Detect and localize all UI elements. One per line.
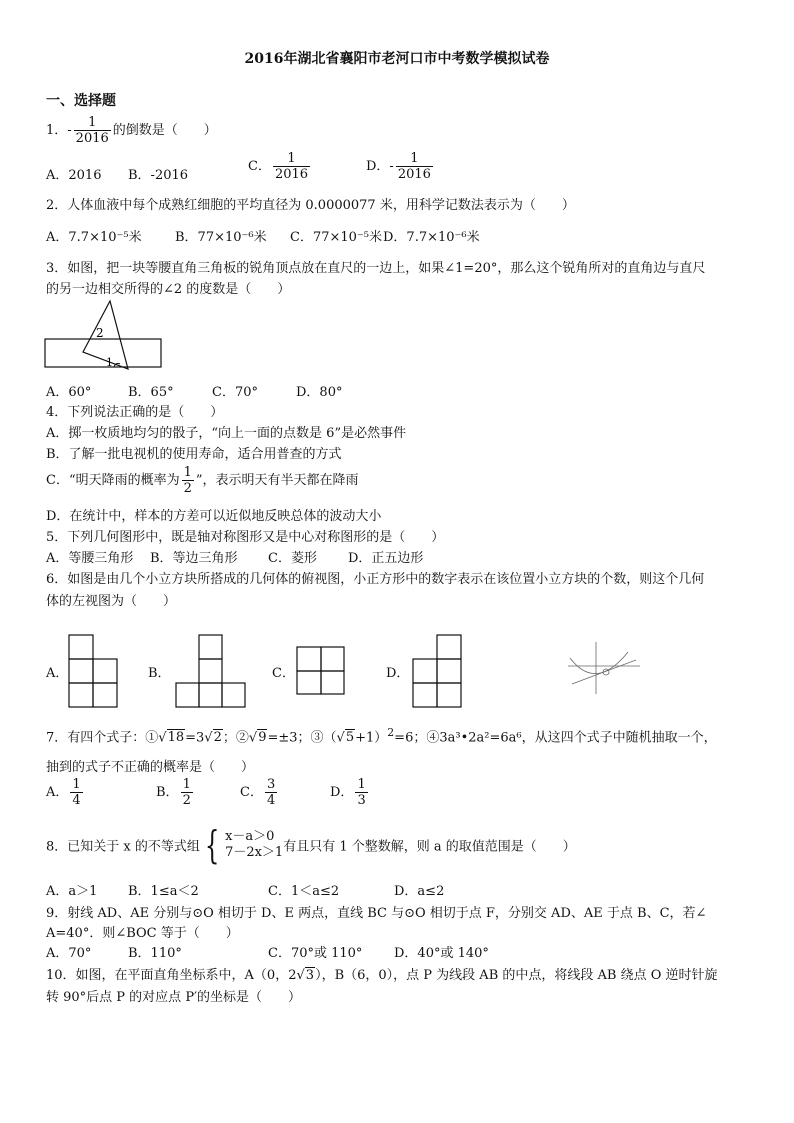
q4-option-b: B．了解一批电视机的使用寿命，适合用普查的方式 (46, 447, 342, 462)
q2-option-a: A．7.7×10⁻⁵米 (46, 230, 142, 245)
q1-option-c: C． $\frac{1}{2016}$ (248, 151, 309, 182)
q7-option-d: D． $\frac{1}{3}$ (330, 777, 366, 808)
question-7-line1: 7．有四个式子：①√18=3√2；②√9=±3；$③(√5+1)^2=6$；④3a³•2a²=6a⁶，从这四个式子中随机抽取一个， (46, 726, 717, 746)
q9-option-b: B．110° (128, 946, 182, 961)
q1-fraction: $\frac{1}{2016}$ (75, 115, 109, 146)
q10-coordinate-sketch (566, 640, 642, 696)
page-title: 2016年湖北省襄阳市老河口市中考数学模拟试卷 (244, 51, 550, 67)
q7-option-b: B． $\frac{1}{2}$ (156, 777, 191, 808)
question-4: 4．下列说法正确的是（ ） (46, 405, 224, 420)
question-3-line1: 3．如图，把一块等腰直角三角板的锐角顶点放在直尺的一边上，如果∠1=20°，那么这个锐角所对的直角边与直尺 (46, 261, 706, 276)
question-10-line2: 转 90°后点 P 的对应点 P′的坐标是（ ） (46, 990, 302, 1005)
section-heading: 一、选择题 (46, 93, 116, 109)
q3-option-b: B．65° (128, 385, 174, 400)
q8-inequality-2: 7－2x＞1 (225, 845, 284, 860)
question-3-line2: 的另一边相交所得的∠2 的度数是（ ） (46, 282, 291, 297)
q8-option-b: B．1≤a＜2 (128, 884, 199, 899)
ruler-triangle-figure (44, 298, 164, 374)
q9-option-a: A．70° (46, 946, 92, 961)
q4-option-a: A．掷一枚质地均匀的骰子，“向上一面的点数是 6”是必然事件 (46, 426, 407, 441)
q1-suffix: 的倒数是（ ） (112, 123, 217, 138)
q2-option-c: C．77×10⁻⁵米 (290, 230, 382, 245)
question-6-line2: 体的左视图为（ ） (46, 594, 177, 609)
q2-option-d: D．7.7×10⁻⁶米 (383, 230, 480, 245)
q6-option-b-figure (175, 634, 247, 708)
q6-option-d-figure (412, 634, 466, 708)
q3-option-d: D．80° (296, 385, 343, 400)
question-9-line1: 9．射线 AD、AE 分别与⊙O 相切于 D、E 两点，直线 BC 与⊙O 相切于点 F，分别交 AD、AE 于点 B、C，若∠ (46, 906, 707, 921)
q6-option-a-figure (68, 634, 122, 708)
q6-option-c-figure (296, 646, 346, 696)
q5-option-a: A．等腰三角形 (46, 551, 134, 566)
angle-2-label: 2 (96, 326, 104, 340)
q4-option-d: D．在统计中，样本的方差可以近似地反映总体的波动大小 (46, 509, 382, 524)
question-9-line2: A=40°．则∠BOC 等于（ ） (46, 926, 239, 941)
q1-option-b: B．-2016 (128, 168, 189, 183)
q4-option-c: C．“明天降雨的概率为 $\frac{1}{2}$ ”，表示明天有半天都在降雨 (46, 465, 359, 496)
question-1 (46, 116, 217, 145)
q8-option-a: A．a＞1 (46, 884, 98, 899)
q6-option-b-label: B． (148, 666, 171, 681)
q3-option-c: C．70° (212, 385, 258, 400)
q2-option-b: B．77×10⁻⁶米 (175, 230, 267, 245)
question-7-line2: 抽到的式子不正确的概率是（ ） (46, 760, 255, 775)
q7-option-a: A． $\frac{1}{4}$ (46, 777, 81, 808)
q1-option-a: A．2016 (46, 168, 102, 183)
q6-option-d-label: D． (386, 666, 410, 681)
q9-option-d: D．40°或 140° (394, 946, 489, 961)
q8-option-c: C．1＜a≤2 (268, 884, 340, 899)
q5-option-c: C．菱形 (268, 551, 317, 566)
question-2: 2．人体血液中每个成熟红细胞的平均直径为 0.0000077 米，用科学记数法表示为（ ） (46, 198, 575, 213)
q8-inequality-1: x－a＞0 (225, 829, 275, 845)
q1-prefix: 1．- (46, 123, 72, 138)
q6-option-c-label: C． (272, 666, 295, 681)
q1-option-d: D．- $\frac{1}{2016}$ (366, 151, 431, 182)
q9-option-c: C．70°或 110° (268, 946, 363, 961)
angle-1-label: 1 (106, 356, 113, 369)
question-6-line1: 6．如图是由几个小立方块所搭成的几何体的俯视图，小正方形中的数字表示在该位置小立方块的个数，则这个几何 (46, 572, 705, 587)
question-5: 5．下列几何图形中，既是轴对称图形又是中心对称图形的是（ ） (46, 530, 445, 545)
q7-option-c: C． $\frac{3}{4}$ (240, 777, 276, 808)
question-10-line1: 10．如图，在平面直角坐标系中，A（0，2√3），B（6，0），点 P 为线段 AB 的中点，将线段 AB 绕点 O 逆时针旋 (46, 968, 718, 983)
q3-option-a: A．60° (46, 385, 92, 400)
q5-option-b: B．等边三角形 (150, 551, 238, 566)
q6-option-a-label: A． (46, 666, 69, 681)
q5-option-d: D．正五边形 (348, 551, 424, 566)
question-8: 8．已知关于 x 的不等式组 { x－a＞0 7－2x＞1 有且只有 1 个整数解，则 a 的取值范围是（ ） (46, 823, 576, 867)
q8-option-d: D．a≤2 (394, 884, 445, 899)
